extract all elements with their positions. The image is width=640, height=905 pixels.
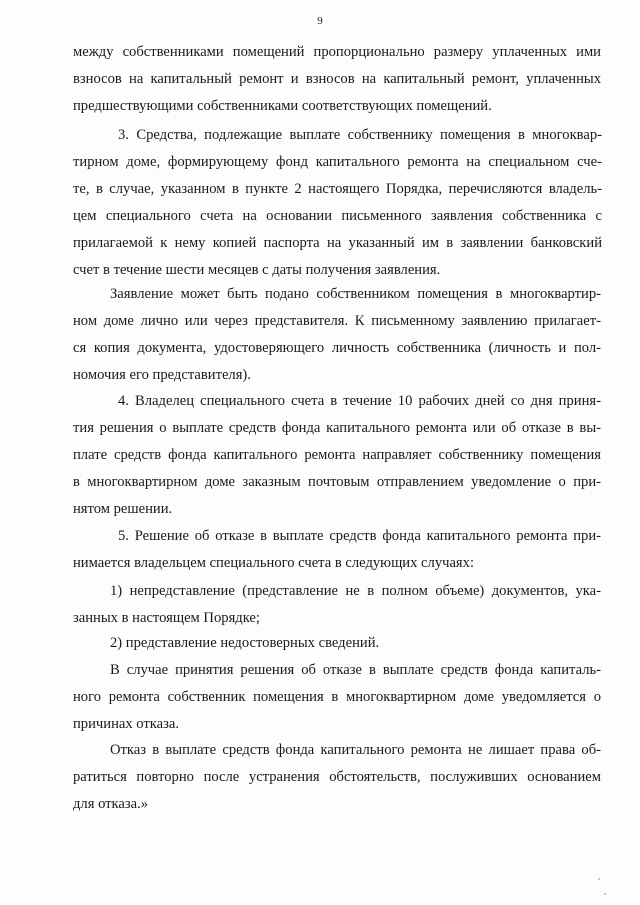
- text-line: для отказа.»: [73, 796, 149, 812]
- scan-speck: [598, 878, 600, 880]
- text-line: 4. Владелец специального счета в течение 10 рабочих дней со дня приня-: [118, 393, 601, 409]
- text-line: Отказ в выплате средств фонда капитального ремонта не лишает права об-: [110, 742, 601, 758]
- text-line: взносов на капитальный ремонт и взносов на капитальный ремонт, уплаченных: [73, 71, 601, 87]
- text-line: ного ремонта собственник помещения в многоквартирном доме уведомляется о: [73, 689, 601, 705]
- text-line: 3. Средства, подлежащие выплате собственнику помещения в многоквар-: [118, 127, 602, 143]
- scan-speck: [604, 893, 606, 895]
- list-item: 2) представление недостоверных сведений.: [110, 635, 380, 651]
- text-line: плате средств фонда капитального ремонта направляет собственнику помещения: [73, 447, 601, 463]
- text-line: номочия его представителя).: [73, 367, 251, 383]
- text-line: причинах отказа.: [73, 716, 180, 732]
- list-item: 1) непредставление (представление не в полном объеме) документов, ука-: [110, 583, 601, 599]
- text-line: ном доме лично или через представителя. К письменному заявлению прилагает-: [73, 313, 601, 329]
- text-line: нимается владельцем специального счета в следующих случаях:: [73, 555, 475, 571]
- text-line: занных в настоящем Порядке;: [73, 610, 260, 626]
- text-line: цем специального счета на основании письменного заявления собственника с: [73, 208, 602, 224]
- text-line: те, в случае, указанном в пункте 2 настоящего Порядка, перечисляются владель-: [73, 181, 602, 197]
- text-line: прилагаемой к нему копией паспорта на указанный им в заявлении банковский: [73, 235, 602, 251]
- text-line: счет в течение шести месяцев с даты получения заявления.: [73, 262, 441, 278]
- text-line: В случае принятия решения об отказе в выплате средств фонда капиталь-: [110, 662, 601, 678]
- text-line: тия решения о выплате средств фонда капитального ремонта или об отказе в вы-: [73, 420, 601, 436]
- text-line: ратиться повторно после устранения обстоятельств, послуживших основанием: [73, 769, 601, 785]
- page-number: 9: [317, 15, 323, 27]
- text-line: ся копия документа, удостоверяющего личность собственника (личность и пол-: [73, 340, 601, 356]
- text-line: нятом решении.: [73, 501, 173, 517]
- text-line: в многоквартирном доме заказным почтовым отправлением уведомление о при-: [73, 474, 601, 490]
- text-line: Заявление может быть подано собственником помещения в многоквартир-: [110, 286, 601, 302]
- text-line: предшествующими собственниками соответствующих помещений.: [73, 98, 492, 114]
- text-line: тирном доме, формирующему фонд капитального ремонта на специальном сче-: [73, 154, 602, 170]
- text-line: 5. Решение об отказе в выплате средств фонда капитального ремонта при-: [118, 528, 601, 544]
- text-line: между собственниками помещений пропорционально размеру уплаченных ими: [73, 44, 601, 60]
